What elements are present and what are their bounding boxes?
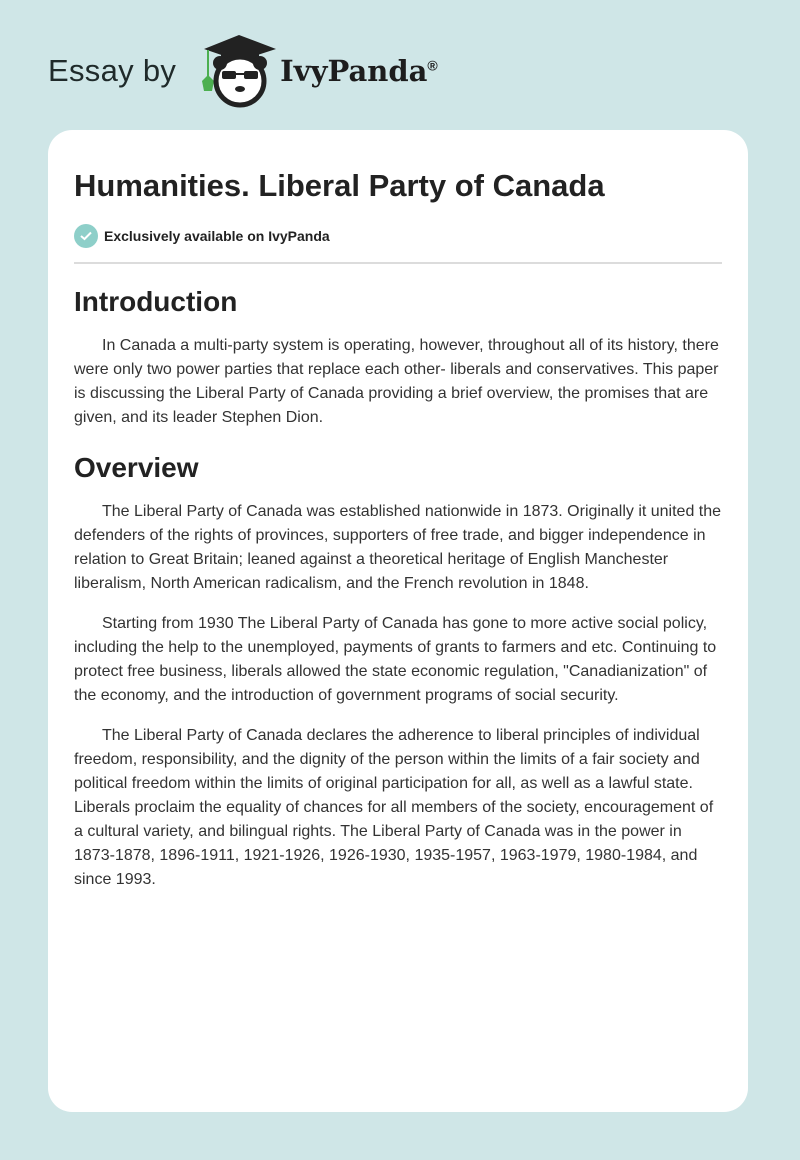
- essay-card: [48, 130, 748, 1112]
- registered-mark: ®: [427, 57, 438, 74]
- section-heading: Overview: [74, 452, 199, 483]
- paragraph: The Liberal Party of Canada declares the adherence to liberal principles of individual freedom, responsibility, and the dignity of the person within the limits of a fair society and political freedom within the limits of original participation for all, as well as a lawful state. Liberals proclaim the equality of chances for all members of the society, encouragement of a cultural variety, and bilingual rights. The Liberal Party of Canada was in the power in 1873-1878, 1896-1911, 1921-1926, 1926-1930, 1935-1957, 1963-1979, 1980-1984, and since 1993.: [74, 727, 714, 888]
- brand-text: IvyPanda: [280, 54, 428, 88]
- paragraph: In Canada a multi-party system is operating, however, throughout all of its history, there were only two power parties that replace each other- liberals and conservatives. This paper is discussing the Liberal Party of Canada providing a brief overview, the promises that are given, and its leader Stephen Dion.: [74, 337, 719, 426]
- essay-by-label: Essay by: [48, 53, 177, 88]
- exclusive-badge: [74, 224, 722, 248]
- ivypanda-logo-icon[interactable]: [194, 31, 284, 111]
- divider: [74, 262, 722, 264]
- page-title: Humanities. Liberal Party of Canada: [74, 168, 605, 203]
- paragraph: The Liberal Party of Canada was established nationwide in 1873. Originally it united the defenders of the rights of provinces, supporters of free trade, and bigger independence in relation to Great Britain; leaned against a theoretical heritage of English Manchester liberalism, North American radicalism, and the French revolution in 1848.: [74, 503, 722, 592]
- section-introduction: [74, 284, 722, 430]
- check-icon: [74, 224, 98, 248]
- section-heading: Introduction: [74, 286, 238, 317]
- badge-text: Exclusively available on IvyPanda: [104, 228, 330, 244]
- brand-name[interactable]: [280, 54, 438, 88]
- section-overview: [74, 450, 722, 892]
- paragraph: Starting from 1930 The Liberal Party of Canada has gone to more active social policy, including the help to the unemployed, payments of grants to farmers and etc. Continuing to protect free business, liberals allowed the state economic regulation, "Canadianization" of the economy, and the introduction of government programs of social security.: [74, 615, 717, 704]
- site-header: [48, 36, 438, 106]
